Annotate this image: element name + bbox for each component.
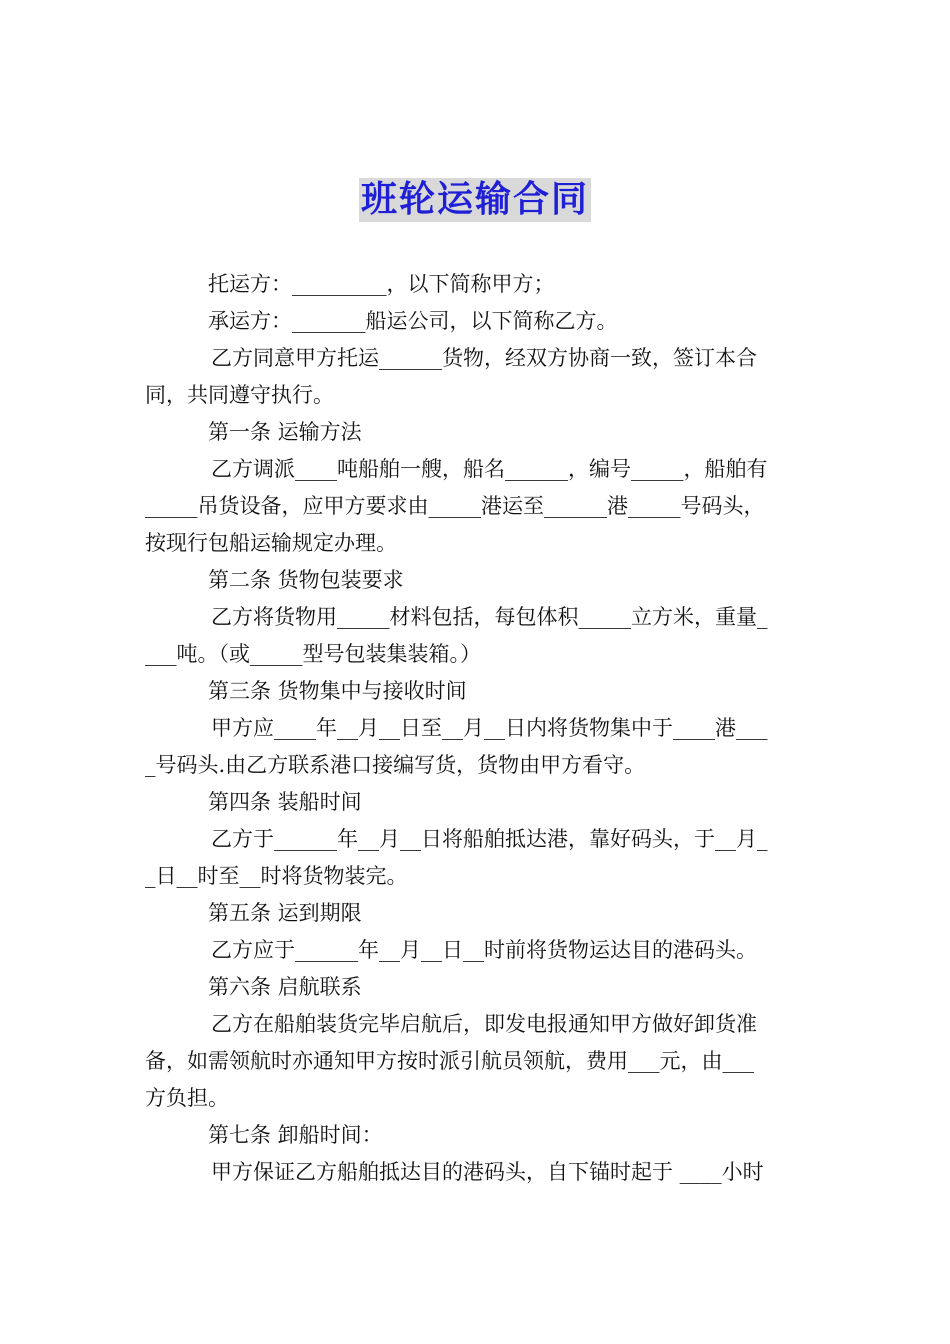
contract-line: 乙方应于______年__月__日__时前将货物运达目的港码头。 <box>211 938 757 962</box>
contract-body <box>145 266 810 1191</box>
contract-line: 乙方于______年__月__日将船舶抵达港，靠好码头，于__月_ <box>211 827 768 851</box>
contract-line: 第二条 货物包装要求 <box>208 568 404 592</box>
contract-line: 乙方在船舶装货完毕启航后，即发电报通知甲方做好卸货准 <box>211 1012 757 1036</box>
contract-line: 第七条 卸船时间： <box>208 1123 383 1147</box>
contract-line: 第四条 装船时间 <box>208 790 362 814</box>
contract-line: 托运方：_________，以下简称甲方； <box>208 272 555 296</box>
title-container <box>0 178 950 222</box>
contract-line: 第三条 货物集中与接收时间 <box>208 679 467 703</box>
contract-line: 第五条 运到期限 <box>208 901 362 925</box>
document-title: 班轮运输合同 <box>360 179 589 220</box>
contract-line: ___吨。（或_____型号包装集装箱。） <box>145 642 481 666</box>
contract-line: 乙方同意甲方托运______货物，经双方协商一致，签订本合 <box>211 346 757 370</box>
contract-line: _日__时至__时将货物装完。 <box>145 864 408 888</box>
contract-line: 按现行包船运输规定办理。 <box>145 531 397 555</box>
contract-line: 同，共同遵守执行。 <box>145 383 334 407</box>
contract-line: _号码头.由乙方联系港口接编写货，货物由甲方看守。 <box>145 753 646 777</box>
contract-line: 乙方调派____吨船舶一艘，船名______，编号_____，船舶有 <box>211 457 768 481</box>
contract-line: 甲方保证乙方船舶抵达目的港码头，自下锚时起于 ____小时 <box>211 1160 764 1184</box>
contract-line: 备，如需领航时亦通知甲方按时派引航员领航，费用___元，由___ <box>145 1049 754 1073</box>
contract-line: 甲方应____年__月__日至__月__日内将货物集中于____港___ <box>211 716 768 740</box>
contract-line: 第六条 启航联系 <box>208 975 362 999</box>
contract-line: 乙方将货物用_____材料包括，每包体积_____立方米，重量_ <box>211 605 768 629</box>
contract-line: 第一条 运输方法 <box>208 420 362 444</box>
contract-line: 方负担。 <box>145 1086 229 1110</box>
contract-line: _____吊货设备，应甲方要求由_____港运至______港_____号码头， <box>145 494 765 518</box>
contract-line: 承运方：_______船运公司，以下简称乙方。 <box>208 309 618 333</box>
